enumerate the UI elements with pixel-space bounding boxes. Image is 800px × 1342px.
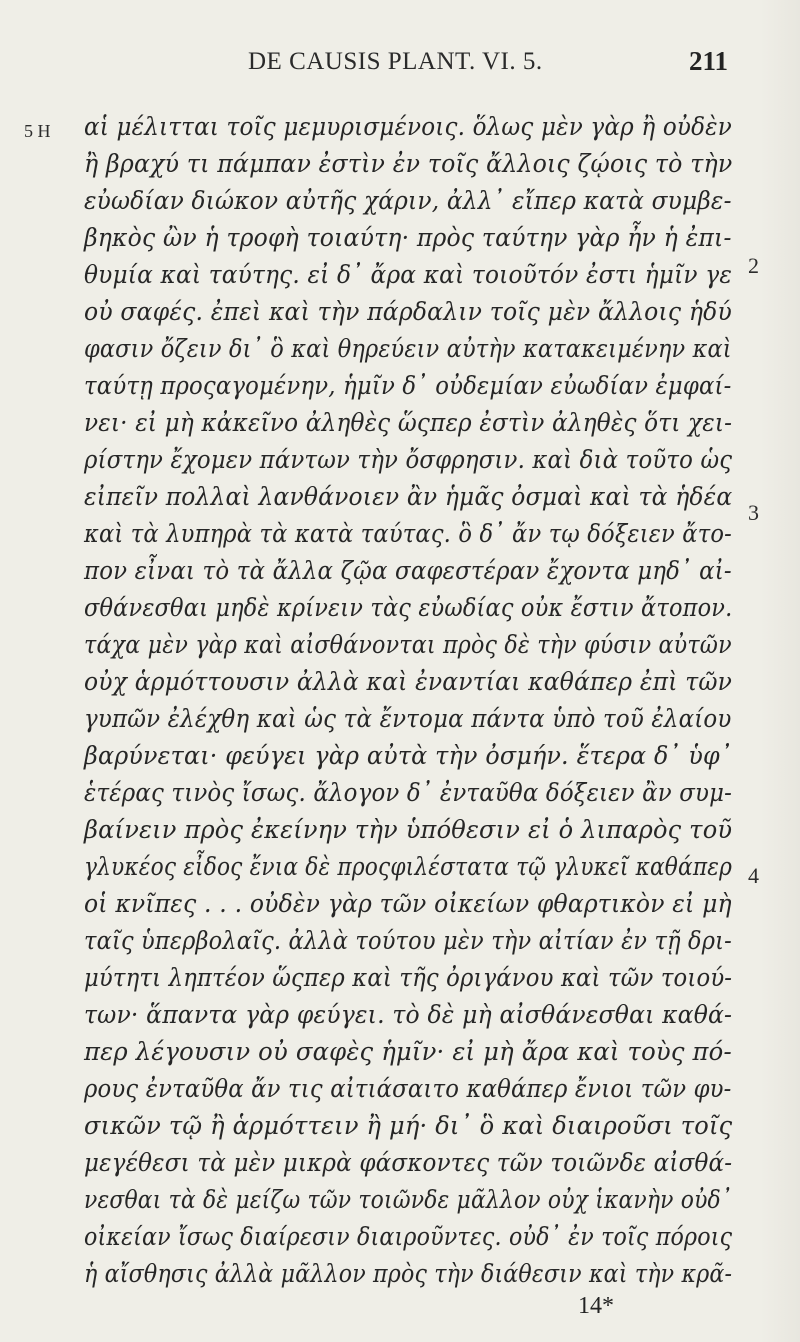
text-line: ρίστην ἔχομεν πάντων τὴν ὄσφρησιν. καὶ διὰ τοῦτο ὡς <box>84 445 733 474</box>
text-line: εὐωδίαν διώκον αὐτῆς χάριν, ἀλλ᾽ εἴπερ κατὰ συμβε- <box>84 186 732 215</box>
page-number: 211 <box>689 46 729 76</box>
text-line: βηκὸς ὢν ἡ τροφὴ τοιαύτη· πρὸς ταύτην γὰρ ἦν ἡ ἐπι- <box>84 223 732 252</box>
running-head: DE CAUSIS PLANT. VI. 5. <box>248 48 543 75</box>
text-line: ἢ βραχύ τι πάμπαν ἐστὶν ἐν τοῖς ἄλλοις ζῴοις τὸ τὴν <box>84 149 733 178</box>
text-line: οὐχ ἁρμόττουσιν ἀλλὰ καὶ ἐναντίαι καθάπερ ἐπὶ τῶν <box>84 667 733 696</box>
text-line: των· ἅπαντα γὰρ φεύγει. τὸ δὲ μὴ αἰσθάνεσθαι καθά- <box>84 1000 733 1029</box>
text-line: οἰκείαν ἴσως διαίρεσιν διαιροῦντες. οὐδ᾽ ἐν τοῖς πόροις <box>84 1222 733 1251</box>
text-line: οἱ κνῖπες . . . οὐδὲν γὰρ τῶν οἰκείων φθαρτικὸν εἰ μὴ <box>84 889 732 918</box>
signature-mark: 14* <box>578 1293 614 1319</box>
text-line: βαρύνεται· φεύγει γὰρ αὐτὰ τὴν ὀσμήν. ἕτερα δ᾽ ὑφ᾽ <box>84 741 732 770</box>
text-line: ταῖς ὑπερβολαῖς. ἀλλὰ τούτου μὲν τὴν αἰτίαν ἐν τῇ δρι- <box>84 926 732 955</box>
text-line: ἡ αἴσθησις ἀλλὰ μᾶλλον πρὸς τὴν διάθεσιν καὶ τὴν κρᾶ- <box>84 1259 733 1288</box>
text-line: γυπῶν ἐλέχθη καὶ ὡς τὰ ἔντομα πάντα ὑπὸ τοῦ ἐλαίου <box>84 704 732 733</box>
text-line: καὶ τὰ λυπηρὰ τὰ κατὰ ταύτας. ὃ δ᾽ ἄν τῳ δόξειεν ἄτο- <box>84 519 732 548</box>
text-line: ταύτῃ προςαγομένην, ἡμῖν δ᾽ οὐδεμίαν εὐωδίαν ἐμφαί- <box>84 371 732 400</box>
text-line: μεγέθεσι τὰ μὲν μικρὰ φάσκοντες τῶν τοιῶνδε αἰσθά- <box>84 1148 733 1177</box>
text-line: σθάνεσθαι μηδὲ κρίνειν τὰς εὐωδίας οὐκ ἔστιν ἄτοπον. <box>84 593 733 622</box>
text-line: νεσθαι τὰ δὲ μείζω τῶν τοιῶνδε μᾶλλον οὐχ ἱκανὴν οὐδ᾽ <box>84 1185 732 1214</box>
text-line: σικῶν τῷ ἢ ἁρμόττειν ἢ μή· δι᾽ ὃ καὶ διαιροῦσι τοῖς <box>84 1111 733 1140</box>
text-line: περ λέγουσιν οὐ σαφὲς ἡμῖν· εἰ μὴ ἄρα καὶ τοὺς πό- <box>84 1037 732 1066</box>
text-line: νει· εἰ μὴ κἀκεῖνο ἀληθὲς ὥςπερ ἐστὶν ἀληθὲς ὅτι χει- <box>84 408 733 437</box>
text-line: θυμία καὶ ταύτης. εἰ δ᾽ ἄρα καὶ τοιοῦτόν ἐστι ἡμῖν γε <box>84 260 733 289</box>
text-line: εἰπεῖν πολλαὶ λανθάνοιεν ἂν ἡμᾶς ὀσμαὶ καὶ τὰ ἡδέα <box>84 482 733 511</box>
text-line: αἱ μέλιτται τοῖς μεμυρισμένοις. ὅλως μὲν γὰρ ἢ οὐδὲν <box>84 112 732 141</box>
text-line: τάχα μὲν γὰρ καὶ αἰσθάνονται πρὸς δὲ τὴν φύσιν αὐτῶν <box>84 630 732 659</box>
text-line: φασιν ὄζειν δι᾽ ὃ καὶ θηρεύειν αὐτὴν κατακειμένην καὶ <box>84 334 732 363</box>
margin-paragraph-number: 2 <box>748 253 759 278</box>
margin-paragraph-number: 3 <box>748 500 759 525</box>
text-line: μύτητι ληπτέον ὥςπερ καὶ τῆς ὀριγάνου καὶ τῶν τοιού- <box>84 963 733 992</box>
page-edge-shading <box>760 0 800 1342</box>
text-line: βαίνειν πρὸς ἐκείνην τὴν ὑπόθεσιν εἰ ὁ λιπαρὸς τοῦ <box>84 815 733 844</box>
text-line: ρους ἐνταῦθα ἄν τις αἰτιάσαιτο καθάπερ ἔνιοι τῶν φυ- <box>84 1074 732 1103</box>
text-line: πον εἶναι τὸ τὰ ἄλλα ζῷα σαφεστέραν ἔχοντα μηδ᾽ αἰ- <box>84 556 732 585</box>
text-line: ἑτέρας τινὸς ἴσως. ἄλογον δ᾽ ἐνταῦθα δόξειεν ἂν συμ- <box>84 778 733 807</box>
text-line: οὐ σαφές. ἐπεὶ καὶ τὴν πάρδαλιν τοῖς μὲν ἄλλοις ἡδύ <box>84 297 732 326</box>
text-line: γλυκέος εἶδος ἔνια δὲ προςφιλέστατα τῷ γλυκεῖ καθάπερ <box>84 852 732 881</box>
margin-section-marker: 5 H <box>24 121 51 141</box>
margin-paragraph-number: 4 <box>748 863 759 888</box>
